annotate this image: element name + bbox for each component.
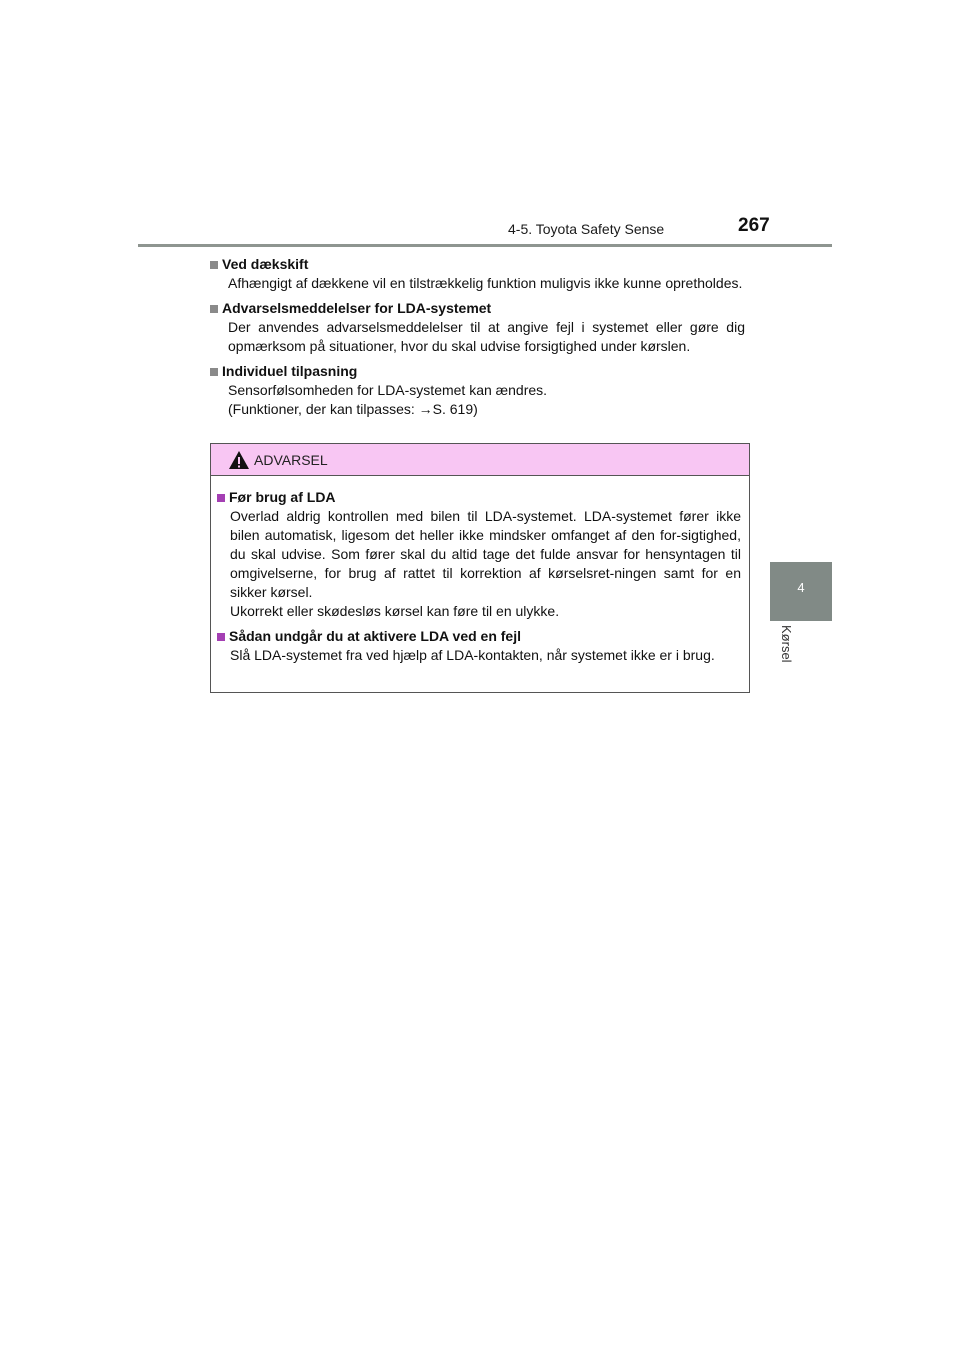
- body-line: Ukorrekt eller skødesløs kørsel kan føre til en ulykke.: [230, 603, 560, 619]
- section-heading-text: Individuel tilpasning: [222, 363, 358, 379]
- warning-item-heading-text: Før brug af LDA: [229, 489, 336, 505]
- section-warning-messages: [210, 299, 745, 356]
- section-heading: [210, 299, 745, 318]
- section-body: [210, 318, 745, 356]
- body-line: Sensorfølsomheden for LDA-systemet kan ændres.: [228, 382, 548, 398]
- body-line: (Funktioner, der kan tilpasses: →S. 619): [228, 401, 478, 417]
- body-line: Slå LDA-systemet fra ved hjælp af LDA-kontakten, når systemet ikke er i brug.: [230, 647, 715, 663]
- square-bullet-icon: [210, 261, 218, 269]
- warning-item-heading-text: Sådan undgår du at aktivere LDA ved en fejl: [229, 628, 521, 644]
- square-bullet-icon: [210, 305, 218, 313]
- body-line: Afhængigt af dækkene vil en tilstrækkelig funktion muligvis ikke kunne opretholdes.: [228, 275, 743, 291]
- warning-header: [211, 444, 749, 476]
- warning-triangle-icon: [228, 450, 250, 470]
- warning-item-body: [217, 646, 741, 665]
- page-number: 267: [738, 215, 770, 236]
- warning-box: [210, 443, 750, 693]
- section-heading-text: Ved dækskift: [222, 256, 309, 272]
- warning-item-avoid-activation: [217, 627, 741, 665]
- warning-item-heading: [217, 488, 741, 507]
- warning-item-body: [217, 507, 741, 621]
- header-rule: [138, 244, 832, 247]
- chapter-label-text: Kørsel: [779, 625, 794, 663]
- warning-item-heading: [217, 627, 741, 646]
- warning-title: ADVARSEL: [254, 452, 328, 468]
- chapter-number: 4: [797, 580, 805, 595]
- warning-item-before-use: [217, 488, 741, 621]
- section-tire-change: [210, 255, 745, 293]
- square-bullet-icon: [217, 494, 225, 502]
- square-bullet-icon: [217, 633, 225, 641]
- square-bullet-icon: [210, 368, 218, 376]
- section-body: [210, 381, 745, 419]
- section-heading: [210, 255, 745, 274]
- content: [210, 255, 745, 425]
- body-line: Overlad aldrig kontrollen med bilen til LDA-systemet. LDA-systemet fører ikke bilen automatisk, ligesom det heller ikke mindsker omfanget af den for-sigtighed, du skal udvise. Som fører skal du altid tage det fulde ansvar for hensyntagen til omgivelserne, for brug af rattet til korrektion af kørselsret-ningen samt for en sikker kørsel.: [230, 508, 741, 600]
- chapter-tab: [770, 562, 832, 621]
- section-customization: [210, 362, 745, 419]
- section-heading-text: Advarselsmeddelelser for LDA-systemet: [222, 300, 492, 316]
- chapter-label: [768, 625, 822, 685]
- warning-content: [211, 476, 749, 665]
- section-body: [210, 274, 745, 293]
- section-heading: [210, 362, 745, 381]
- body-line: Der anvendes advarselsmeddelelser til at angive fejl i systemet eller gøre dig opmærksom på situationer, hvor du skal udvise forsigtighed under kørslen.: [228, 319, 745, 354]
- header-title: 4-5. Toyota Safety Sense: [508, 221, 665, 237]
